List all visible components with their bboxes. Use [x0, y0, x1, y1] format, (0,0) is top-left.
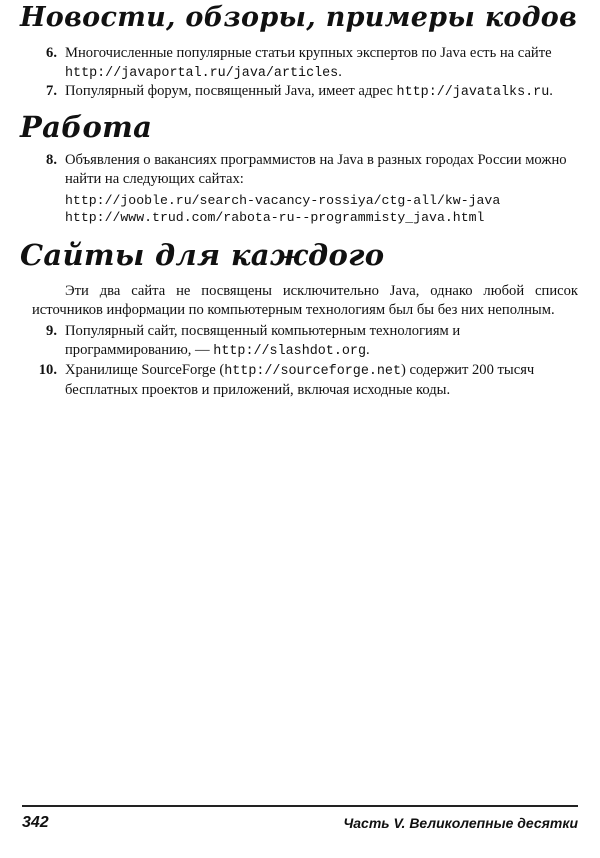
list-item: [32, 44, 580, 83]
item-text: ) содержит 200 тысяч бесплатных проектов и приложений, включая исходные коды.: [65, 362, 535, 398]
url-link[interactable]: http://jooble.ru/search-vacancy-rossiya/ctg-all/kw-java: [65, 193, 501, 208]
list-item: [32, 361, 580, 400]
list-item: [32, 322, 580, 361]
item-text: Популярный форум, посвященный Java, имеет адрес: [65, 83, 393, 99]
url-link[interactable]: http://slashdot.org: [213, 344, 366, 359]
section-heading-news: Новости, обзоры, примеры кодов: [20, 2, 578, 33]
section-heading-everyone: Сайты для каждого: [20, 238, 385, 272]
item-punctuation: .: [338, 64, 342, 80]
url-link[interactable]: http://javaportal.ru/java/articles: [65, 66, 339, 81]
item-number: 10.: [38, 362, 57, 378]
url-link[interactable]: http://www.trud.com/rabota-ru--programmisty_java.html: [65, 210, 485, 225]
list-item: [32, 151, 580, 189]
intro-paragraph: Эти два сайта не посвящены исключительно Java, однако любой список источников информации по компьютерным технологиям был бы без них неполным.: [32, 283, 578, 318]
url-link[interactable]: http://sourceforge.net: [224, 364, 402, 379]
page-number: 342: [22, 814, 49, 831]
running-title: Часть V. Великолепные десятки: [343, 815, 578, 831]
item-number: 8.: [46, 152, 57, 168]
list-item: [32, 82, 580, 102]
item-text: Популярный сайт, посвященный компьютерным технологиям и программированию, —: [65, 323, 461, 358]
section-heading-jobs: Работа: [20, 110, 153, 144]
url-list: [65, 192, 500, 226]
item-text: Хранилище SourceForge (: [65, 362, 225, 378]
item-text: Объявления о вакансиях программистов на Java в разных городах России можно найти на следующих сайтах:: [65, 152, 567, 187]
item-number: 6.: [46, 45, 57, 61]
item-punctuation: .: [549, 83, 553, 99]
item-punctuation: .: [365, 342, 370, 358]
footer-divider: [22, 805, 578, 807]
item-text: Многочисленные популярные статьи крупных экспертов по Java есть на сайте: [65, 45, 552, 61]
url-link[interactable]: http://javatalks.ru: [396, 85, 550, 100]
item-number: 9.: [46, 323, 57, 339]
item-number: 7.: [46, 83, 57, 99]
